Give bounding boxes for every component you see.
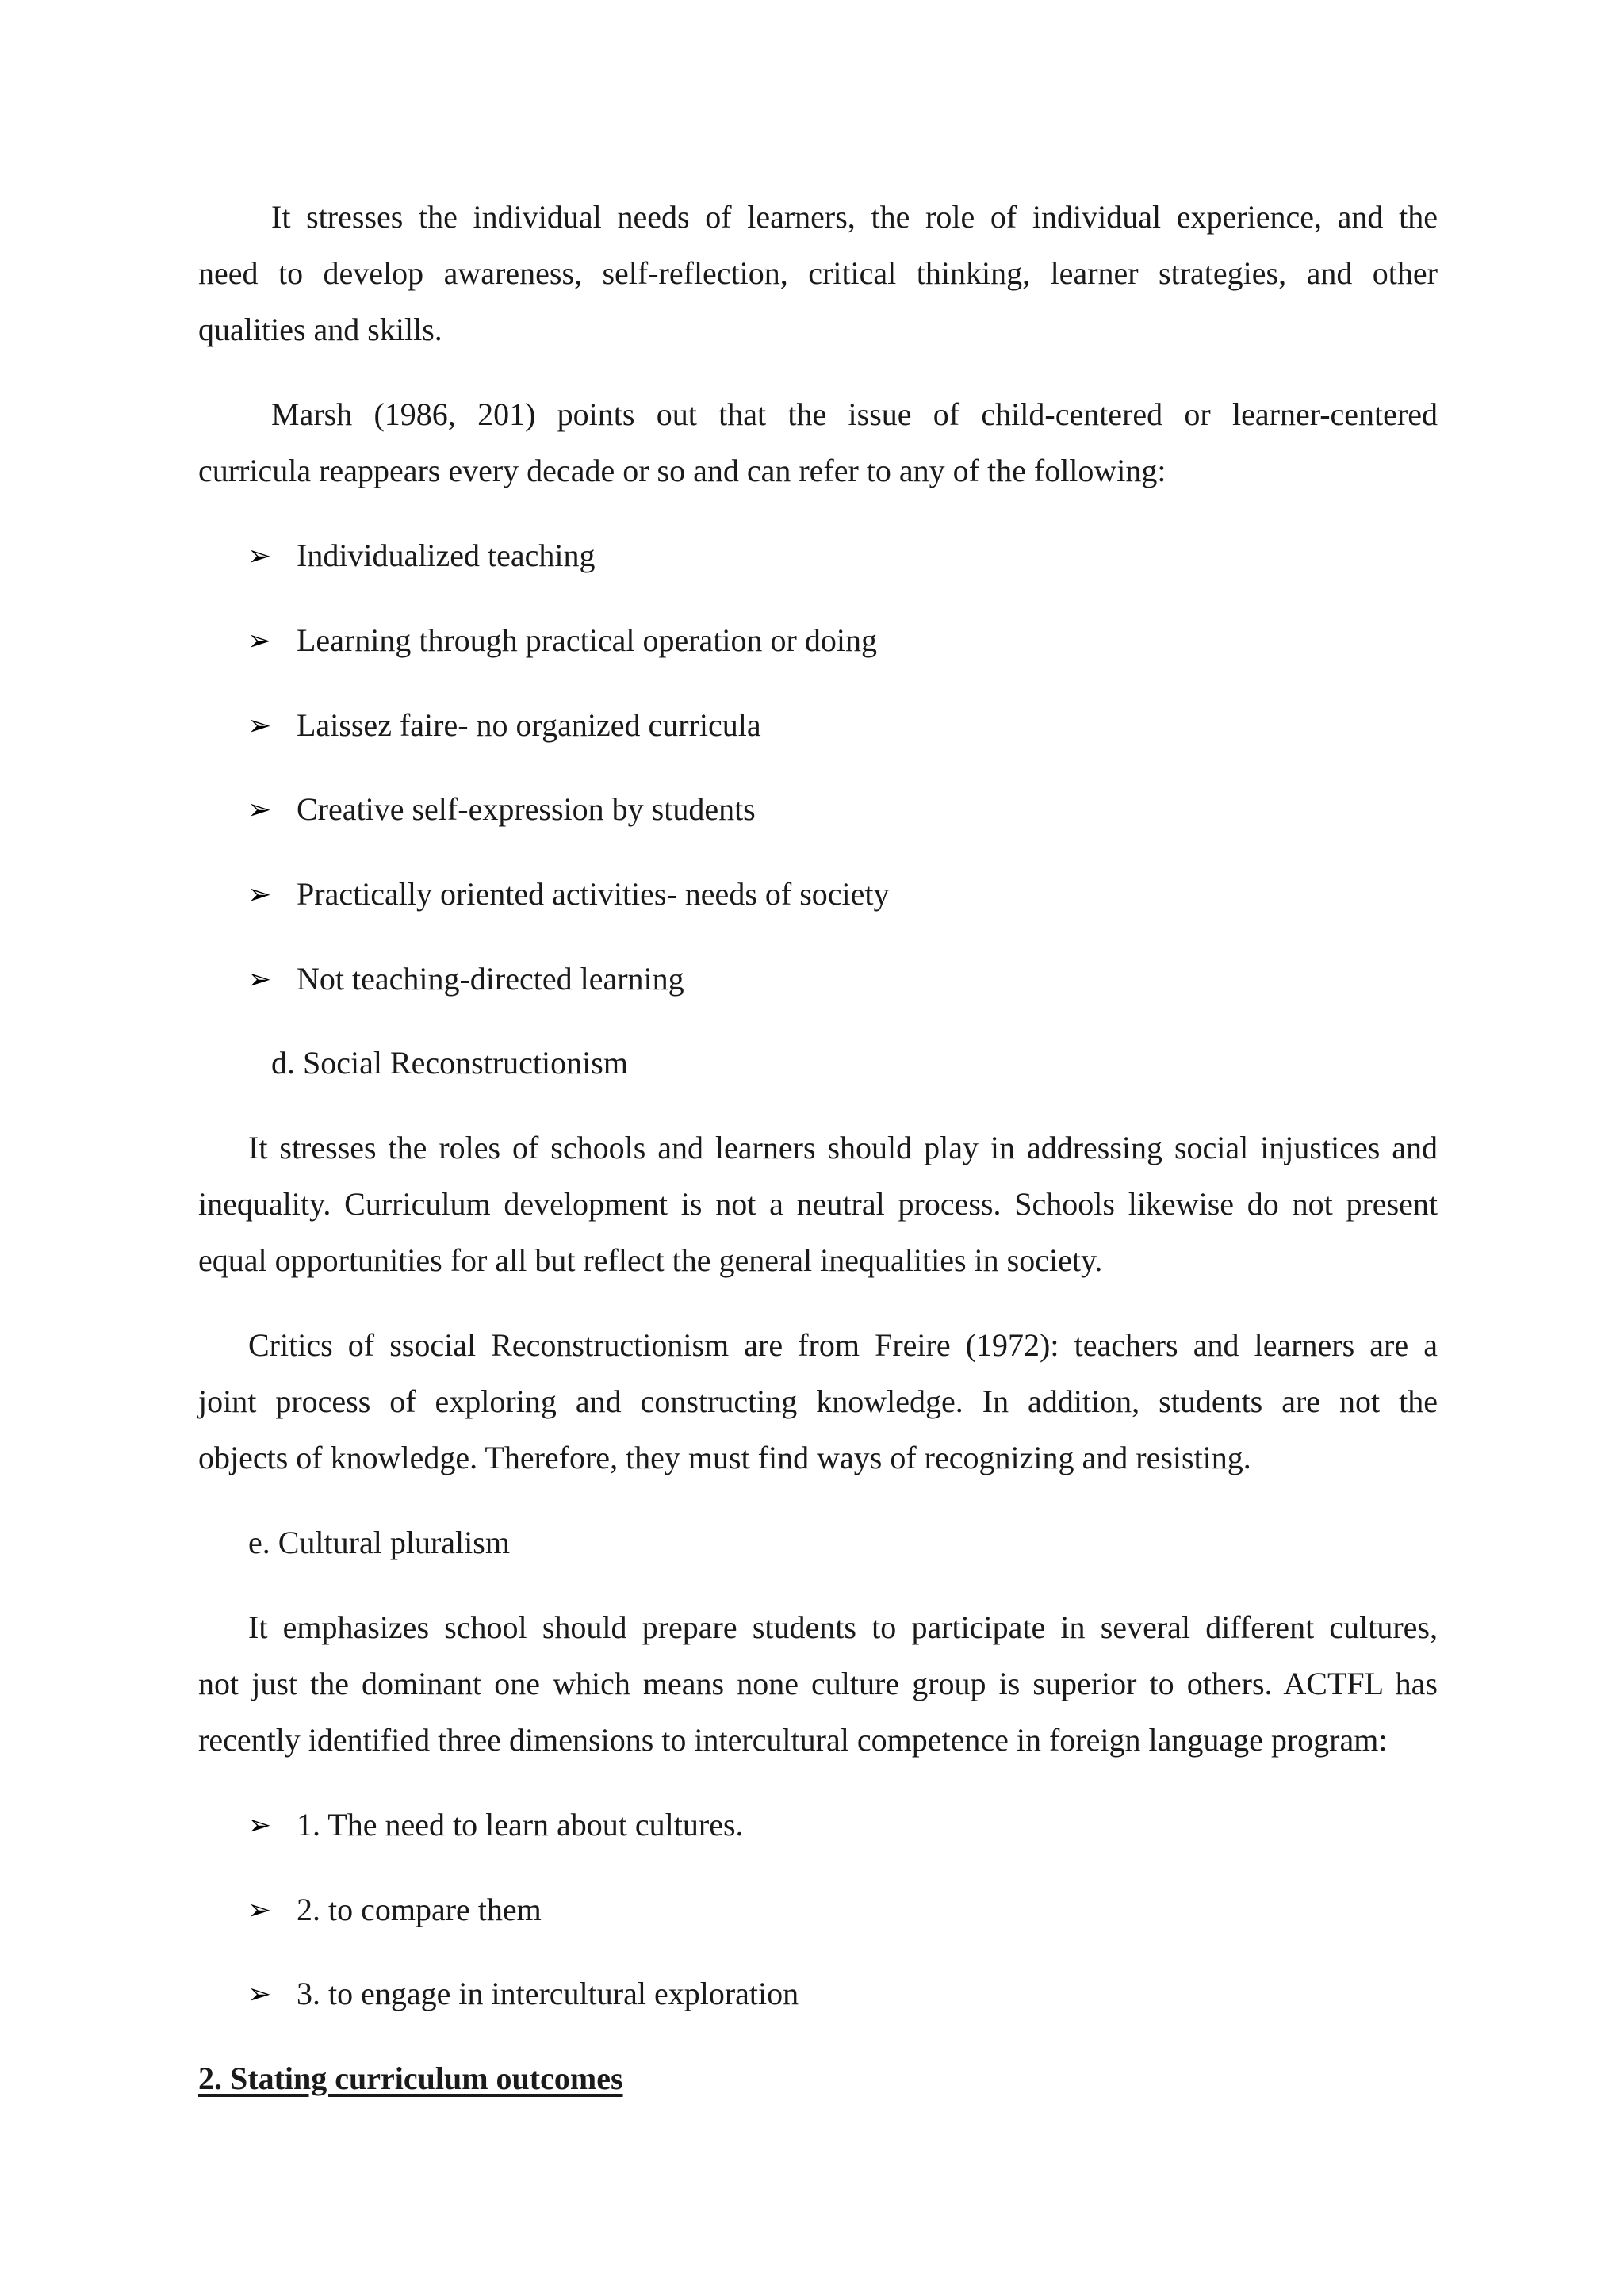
list-item: 3. to engage in intercultural exploration xyxy=(297,1976,799,2011)
section-heading: 2. Stating curriculum outcomes xyxy=(198,2061,623,2096)
paragraph-1-line-2: need to develop awareness, self-reflection, critical thinking, learner strategies, and other xyxy=(198,255,1438,291)
list-item: 2. to compare them xyxy=(297,1892,542,1927)
list-item: Practically oriented activities- needs of society xyxy=(297,876,890,912)
bullet-arrow-icon: ➢ xyxy=(247,878,272,910)
list-item: Individualized teaching xyxy=(297,538,596,573)
paragraph-2-line-2: curricula reappears every decade or so and can refer to any of the following: xyxy=(198,453,1166,488)
paragraph-3-line-2: inequality. Curriculum development is not a neutral process. Schools likewise do not present xyxy=(198,1186,1438,1222)
paragraph-3-line-3: equal opportunities for all but reflect the general inequalities in society. xyxy=(198,1242,1103,1278)
bullet-arrow-icon: ➢ xyxy=(247,710,272,741)
bullet-arrow-icon: ➢ xyxy=(247,625,272,656)
section-d-title: d. Social Reconstructionism xyxy=(271,1045,628,1081)
list-item: Creative self-expression by students xyxy=(297,791,756,827)
list-item: 1. The need to learn about cultures. xyxy=(297,1807,744,1843)
paragraph-1-line-3: qualities and skills. xyxy=(198,312,442,347)
bullet-arrow-icon: ➢ xyxy=(247,540,272,572)
bullet-arrow-icon: ➢ xyxy=(247,963,272,995)
paragraph-3-line-1: It stresses the roles of schools and learners should play in addressing social injustices and xyxy=(248,1130,1438,1165)
bullet-arrow-icon: ➢ xyxy=(247,1978,272,2010)
section-e-title: e. Cultural pluralism xyxy=(248,1525,510,1560)
bullet-arrow-icon: ➢ xyxy=(247,1894,272,1926)
paragraph-5-line-2: not just the dominant one which means none culture group is superior to others. ACTFL has xyxy=(198,1666,1438,1701)
paragraph-4-line-2: joint process of exploring and constructing knowledge. In addition, students are not the xyxy=(198,1383,1438,1419)
bullet-arrow-icon: ➢ xyxy=(247,794,272,825)
paragraph-4-line-1: Critics of ssocial Reconstructionism are from Freire (1972): teachers and learners are a xyxy=(248,1327,1438,1363)
paragraph-5-line-3: recently identified three dimensions to intercultural competence in foreign language program: xyxy=(198,1722,1388,1758)
paragraph-1-line-1: It stresses the individual needs of learners, the role of individual experience, and the xyxy=(271,199,1438,235)
list-item: Not teaching-directed learning xyxy=(297,961,684,997)
bullet-arrow-icon: ➢ xyxy=(247,1809,272,1841)
paragraph-2-line-1: Marsh (1986, 201) points out that the issue of child-centered or learner-centered xyxy=(271,396,1438,432)
list-item: Laissez faire- no organized curricula xyxy=(297,707,761,743)
list-item: Learning through practical operation or doing xyxy=(297,622,877,658)
paragraph-5-line-1: It emphasizes school should prepare students to participate in several different cultures, xyxy=(248,1609,1438,1645)
paragraph-4-line-3: objects of knowledge. Therefore, they must find ways of recognizing and resisting. xyxy=(198,1440,1251,1475)
